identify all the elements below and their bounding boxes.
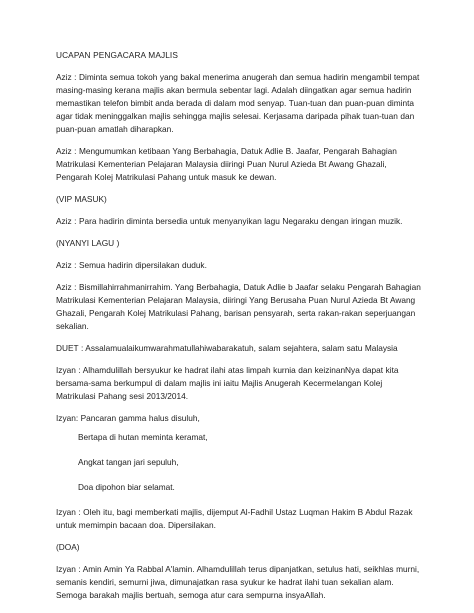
poem-line: Doa dipohon biar selamat. xyxy=(78,482,175,492)
paragraph-izyan-poem-intro: Izyan: Pancaran gamma halus disuluh, xyxy=(56,413,200,423)
paragraph-aziz-opening: Aziz : Bismillahirrahmanirrahim. Yang Berbahagia, Datuk Adlie b Jaafar selaku Pengarah Bahagian Matrikulasi Kementerian Pelajaran Malaysia, diiringi Yang Berusaha Puan Nurul Azieda Bt Awang Ghazali, Pengarah Kolej Matrikulasi Pahang, barisan pensyarah, serta rakan-rakan seperjuangan sekalian. xyxy=(56,282,421,331)
paragraph-aziz-intro: Aziz : Diminta semua tokoh yang bakal menerima anugerah dan semua hadirin mengambil tempat masing-masing kerana majlis akan bermula sebentar lagi. Adalah diingatkan agar semua hadirin memastikan telefon bimbit anda berada di dalam mod senyap. Tuan-tuan dan puan-puan diminta agar tidak meninggalkan majlis sehingga majlis selesai. Kerjasama daripada pihak tuan-tuan dan puan-puan amatlah diharapkan. xyxy=(56,72,420,134)
document-title: UCAPAN PENGACARA MAJLIS xyxy=(56,50,178,60)
paragraph-aziz-vip-announcement: Aziz : Mengumumkan ketibaan Yang Berbahagia, Datuk Adlie B. Jaafar, Pengarah Bahagian Matrikulasi Kementerian Pelajaran Malaysia diiringi Puan Nurul Azieda Bt Awang Ghazali, Pengarah Kolej Matrikulasi Pahang untuk masuk ke dewan. xyxy=(56,146,397,182)
paragraph-duet-greeting: DUET : Assalamualaikumwarahmatullahiwabarakatuh, salam sejahtera, salam satu Malaysia xyxy=(56,343,398,353)
paragraph-izyan-thanks: Izyan : Alhamdulillah bersyukur ke hadrat ilahi atas limpah kurnia dan keizinanNya dapat kita bersama-sama berkumpul di dalam majlis ini iaitu Majlis Anugerah Kecermelangan Kolej Matrikulasi Pahang sesi 2013/2014. xyxy=(56,365,399,401)
poem-line: Angkat tangan jari sepuluh, xyxy=(78,457,179,467)
poem-line: Bertapa di hutan meminta keramat, xyxy=(78,432,208,442)
paragraph-aziz-anthem: Aziz : Para hadirin diminta bersedia untuk menyanyikan lagu Negaraku dengan iringan muzik. xyxy=(56,216,403,226)
paragraph-aziz-be-seated: Aziz : Semua hadirin dipersilakan duduk. xyxy=(56,260,207,270)
paragraph-izyan-amin: Izyan : Amin Amin Ya Rabbal A'lamin. Alhamdulillah terus dipanjatkan, setulus hati, seikhlas murni, semanis kendiri, semurni jiwa, dimunajatkan rasa syukur ke hadrat ilahi tuan sekalian alam. Semoga barakah majlis bertuah, semoga atur cara sempurna insyaAllah. xyxy=(56,564,420,600)
paragraph-izyan-prayer-invite: Izyan : Oleh itu, bagi memberkati majlis, dijemput Al-Fadhil Ustaz Luqman Hakim B Abdul Razak untuk memimpin bacaan doa. Dipersilakan. xyxy=(56,507,413,530)
stage-direction-sing-anthem: (NYANYI LAGU ) xyxy=(56,238,120,248)
stage-direction-vip-enter: (VIP MASUK) xyxy=(56,194,107,204)
poem-block xyxy=(56,431,424,494)
document-content xyxy=(56,49,424,611)
stage-direction-prayer: (DOA) xyxy=(56,542,80,552)
